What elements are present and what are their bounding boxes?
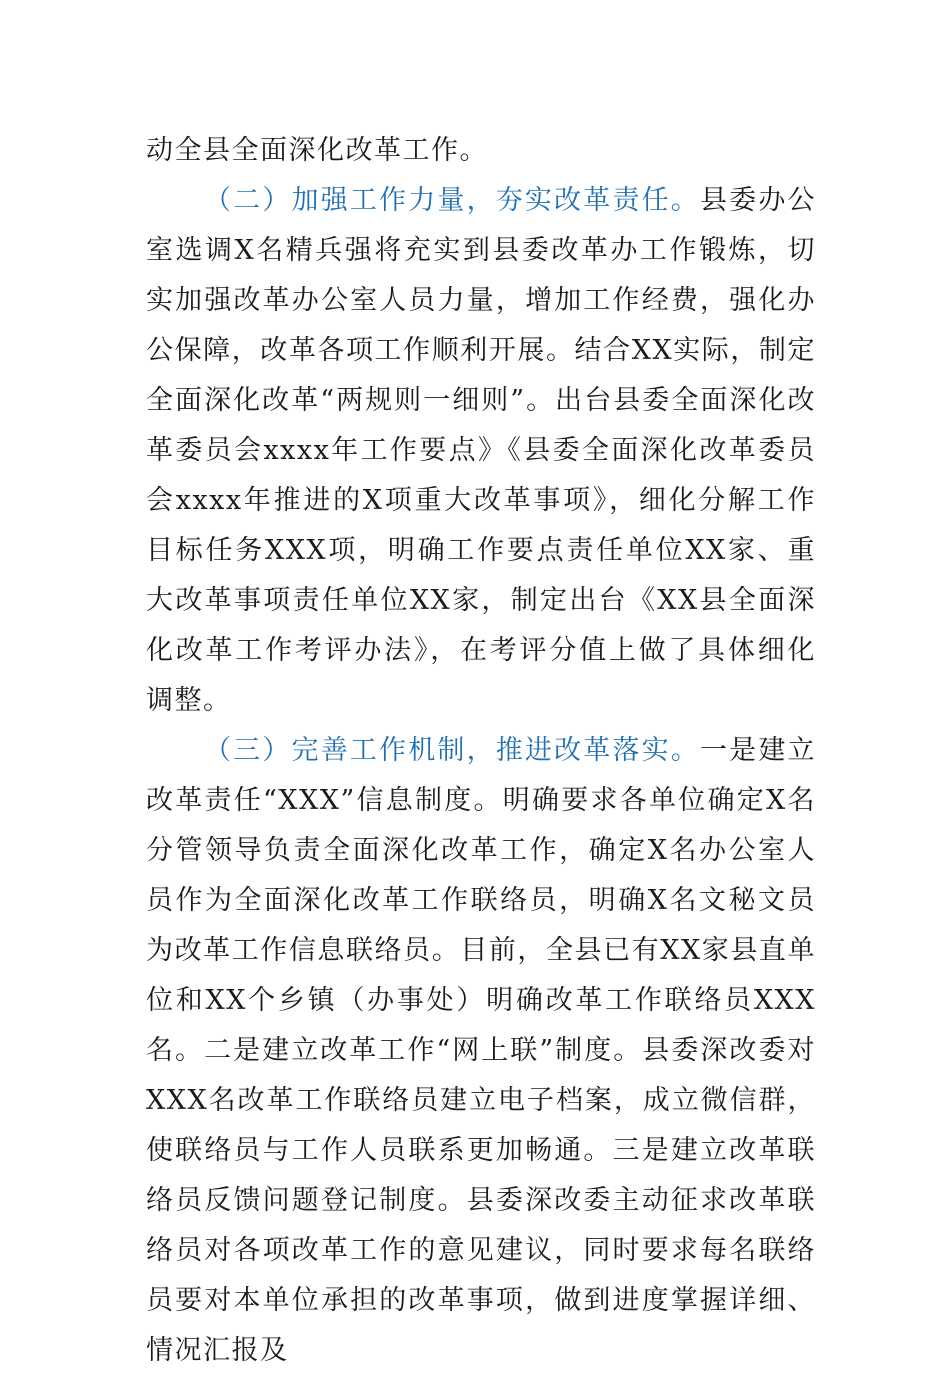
paragraph-section-2 bbox=[146, 176, 816, 726]
section-heading: （二）加强工作力量，夯实改革责任。 bbox=[204, 185, 700, 216]
paragraph-body: 县委办公室选调X名精兵强将充实到县委改革办工作锻炼，切实加强改革办公室人员力量，增加工作经费，强化办公保障，改革各项工作顺利开展。结合XX实际，制定全面深化改革“两规则一细则”。出台县委全面深化改革委员会xxxx年工作要点》《县委全面深化改革委员会xxxx年推进的X项重大改革事项》，细化分解工作目标任务XXX项，明确工作要点责任单位XX家、重大改革事项责任单位XX家，制定出台《XX县全面深化改革工作考评办法》，在考评分值上做了具体细化调整。 bbox=[146, 185, 817, 716]
paragraph-body: 动全县全面深化改革工作。 bbox=[146, 135, 488, 166]
paragraph-section-3 bbox=[146, 726, 816, 1376]
paragraph-continuation bbox=[146, 126, 816, 176]
paragraph-body: 一是建立改革责任“XXX”信息制度。明确要求各单位确定X名分管领导负责全面深化改革工作，确定X名办公室人员作为全面深化改革工作联络员，明确X名文秘文员为改革工作信息联络员。目前，全县已有XX家县直单位和XX个乡镇（办事处）明确改革工作联络员XXX名。二是建立改革工作“网上联”制度。县委深改委对XXX名改革工作联络员建立电子档案，成立微信群，使联络员与工作人员联系更加畅通。三是建立改革联络员反馈问题登记制度。县委深改委主动征求改革联络员对各项改革工作的意见建议，同时要求每名联络员要对本单位承担的改革事项，做到进度掌握详细、情况汇报及 bbox=[146, 735, 817, 1366]
document-body bbox=[146, 126, 816, 1376]
section-heading: （三）完善工作机制，推进改革落实。 bbox=[204, 735, 700, 766]
